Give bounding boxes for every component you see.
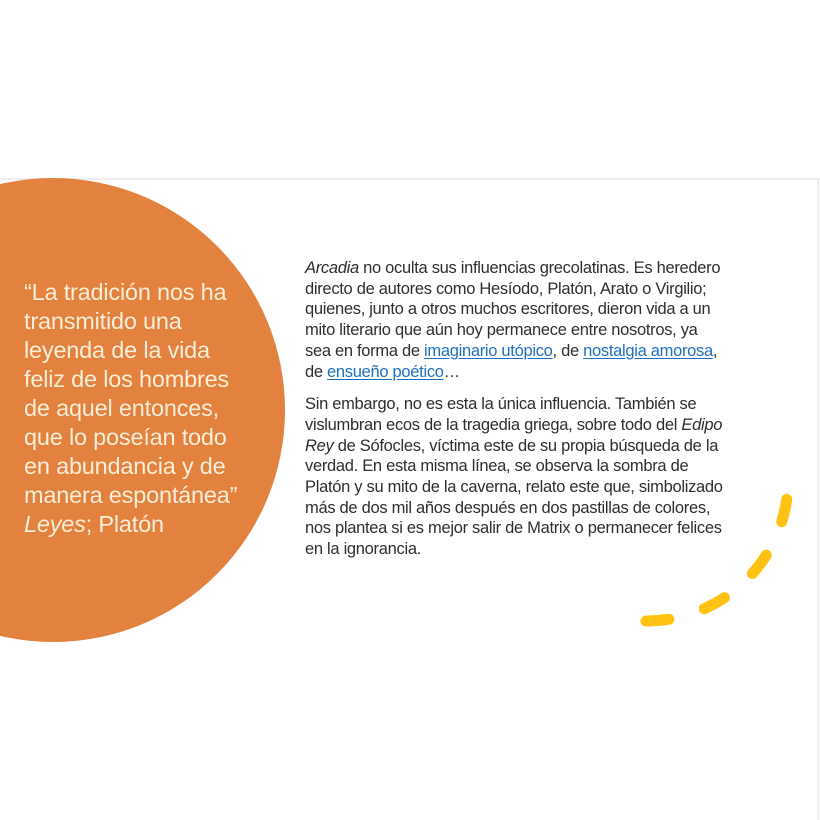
text-run: Leyes: [24, 511, 86, 537]
text-run: sea en forma de: [305, 341, 425, 360]
text-line: [305, 279, 775, 300]
text-run: en la ignorancia.: [305, 540, 421, 559]
text-run: de aquel entonces,: [24, 395, 220, 421]
text-line: [305, 299, 775, 320]
text-line: [305, 362, 775, 383]
text-line: [24, 510, 274, 539]
text-run: feliz de los hombres: [24, 366, 229, 392]
slide-right-border: [817, 178, 819, 820]
text-line: [305, 456, 775, 477]
text-run: ; Platón: [85, 511, 164, 537]
text-run: Rey: [305, 436, 334, 455]
text-line: [305, 320, 775, 341]
hyperlink[interactable]: imaginario utópico: [424, 341, 553, 360]
text-run: verdad. En esta misma línea, se observa la sombra de: [305, 457, 689, 476]
text-line: [305, 477, 775, 498]
text-run: en abundancia y de: [24, 453, 226, 479]
text-line: [24, 452, 274, 481]
text-run: Platón y su mito de la caverna, relato este que, simbolizado: [305, 478, 723, 497]
text-line: [24, 336, 274, 365]
paragraph-tragedy: [305, 394, 775, 560]
text-run: leyenda de la vida: [24, 337, 210, 363]
text-run: nos plantea si es mejor salir de Matrix o permanecer felices: [305, 519, 722, 538]
text-line: [305, 341, 775, 362]
text-run: no oculta sus influencias grecolatinas. Es heredero: [358, 259, 721, 277]
text-line: [305, 518, 775, 539]
text-line: [24, 481, 274, 510]
slide-top-border: [0, 178, 820, 180]
text-line: [305, 436, 775, 457]
text-run: quienes, junto a otros muchos escritores, dieron vida a un: [305, 300, 711, 319]
text-line: [24, 278, 274, 307]
text-line: [305, 258, 775, 279]
text-run: , de: [552, 341, 584, 360]
text-line: [305, 498, 775, 519]
text-run: …: [443, 362, 460, 381]
text-line: [305, 394, 775, 415]
text-run: directo de autores como Hesíodo, Platón, Arato o Virgilio;: [305, 279, 707, 298]
text-run: de: [305, 362, 328, 381]
text-line: [305, 415, 775, 436]
text-run: vislumbran ecos de la tragedia griega, sobre todo del: [305, 415, 682, 434]
text-line: [24, 307, 274, 336]
text-run: más de dos mil años después en dos pastillas de colores,: [305, 498, 711, 517]
text-line: [24, 365, 274, 394]
paragraph-influences: [305, 258, 775, 382]
text-run: Edipo: [681, 415, 723, 434]
text-run: Sin embargo, no es esta la única influencia. También se: [305, 395, 697, 414]
text-run: ,: [712, 341, 718, 360]
text-line: [305, 539, 775, 560]
text-run: Arcadia: [305, 259, 359, 277]
text-line: [24, 423, 274, 452]
text-line: [24, 394, 274, 423]
body-text-block: [305, 258, 775, 560]
text-run: “La tradición nos ha: [24, 279, 227, 305]
text-run: transmitido una: [24, 308, 182, 334]
hyperlink[interactable]: nostalgia amorosa: [583, 341, 713, 360]
text-run: de Sófocles, víctima este de su propia búsqueda de la: [333, 436, 719, 455]
text-run: manera espontánea”: [24, 482, 238, 508]
quote-block: [24, 278, 274, 539]
hyperlink[interactable]: ensueño poético: [327, 362, 444, 381]
text-run: mito literario que aún hoy permanece entre nosotros, ya: [305, 321, 698, 340]
text-run: que lo poseían todo: [24, 424, 227, 450]
